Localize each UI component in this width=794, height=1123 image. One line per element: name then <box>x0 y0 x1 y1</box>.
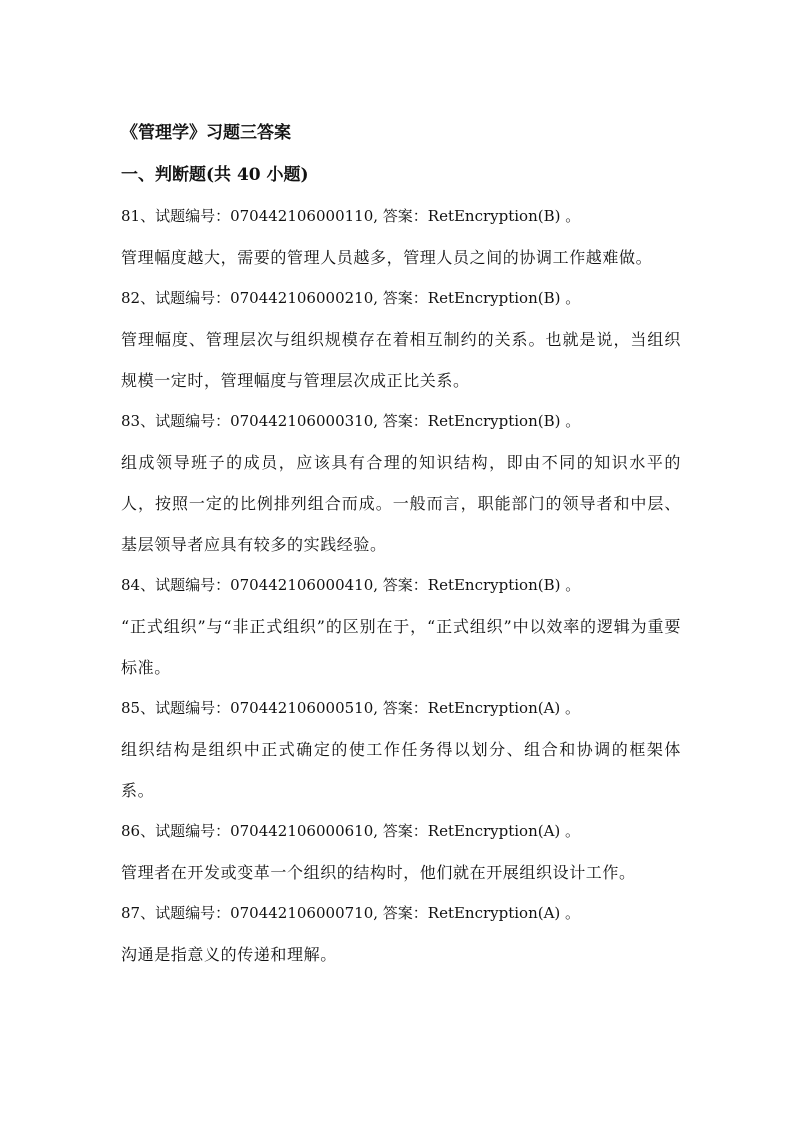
question-header: 82、试题编号：070442106000210, 答案：RetEncryption(B) 。 <box>121 289 581 307</box>
question-header: 85、试题编号：070442106000510, 答案：RetEncryption(A) 。 <box>121 699 581 717</box>
question-header: 84、试题编号：070442106000410, 答案：RetEncryption(B) 。 <box>121 576 581 594</box>
question-header: 83、试题编号：070442106000310, 答案：RetEncryption(B) 。 <box>121 412 581 430</box>
question-header: 87、试题编号：070442106000710, 答案：RetEncryption(A) 。 <box>121 904 581 922</box>
question-item <box>121 818 681 893</box>
question-header: 81、试题编号：070442106000110, 答案：RetEncryption(B) 。 <box>121 207 581 225</box>
question-text: “正式组织”与“非正式组织”的区别在于，“正式组织”中以效率的逻辑为重要标准。 <box>121 617 681 677</box>
question-text: 管理幅度越大，需要的管理人员越多，管理人员之间的协调工作越难做。 <box>121 248 653 267</box>
question-item <box>121 203 681 278</box>
question-header: 86、试题编号：070442106000610, 答案：RetEncryption(A) 。 <box>121 822 581 840</box>
question-item <box>121 695 681 811</box>
document-content <box>121 120 681 982</box>
question-item <box>121 408 681 565</box>
question-text: 组织结构是组织中正式确定的使工作任务得以划分、组合和协调的框架体系。 <box>121 740 681 800</box>
document-title: 《管理学》习题三答案 <box>121 123 291 143</box>
question-item <box>121 285 681 401</box>
question-text: 沟通是指意义的传递和理解。 <box>121 945 337 964</box>
question-item <box>121 900 681 975</box>
question-text: 管理者在开发或变革一个组织的结构时，他们就在开展组织设计工作。 <box>121 863 636 882</box>
section-heading: 一、判断题(共 40 小题) <box>121 165 309 185</box>
question-text: 组成领导班子的成员，应该具有合理的知识结构，即由不同的知识水平的人，按照一定的比例排列组合而成。一般而言，职能部门的领导者和中层、基层领导者应具有较多的实践经验。 <box>121 453 681 554</box>
question-text: 管理幅度、管理层次与组织规模存在着相互制约的关系。也就是说，当组织规模一定时，管理幅度与管理层次成正比关系。 <box>121 330 681 390</box>
question-item <box>121 572 681 688</box>
